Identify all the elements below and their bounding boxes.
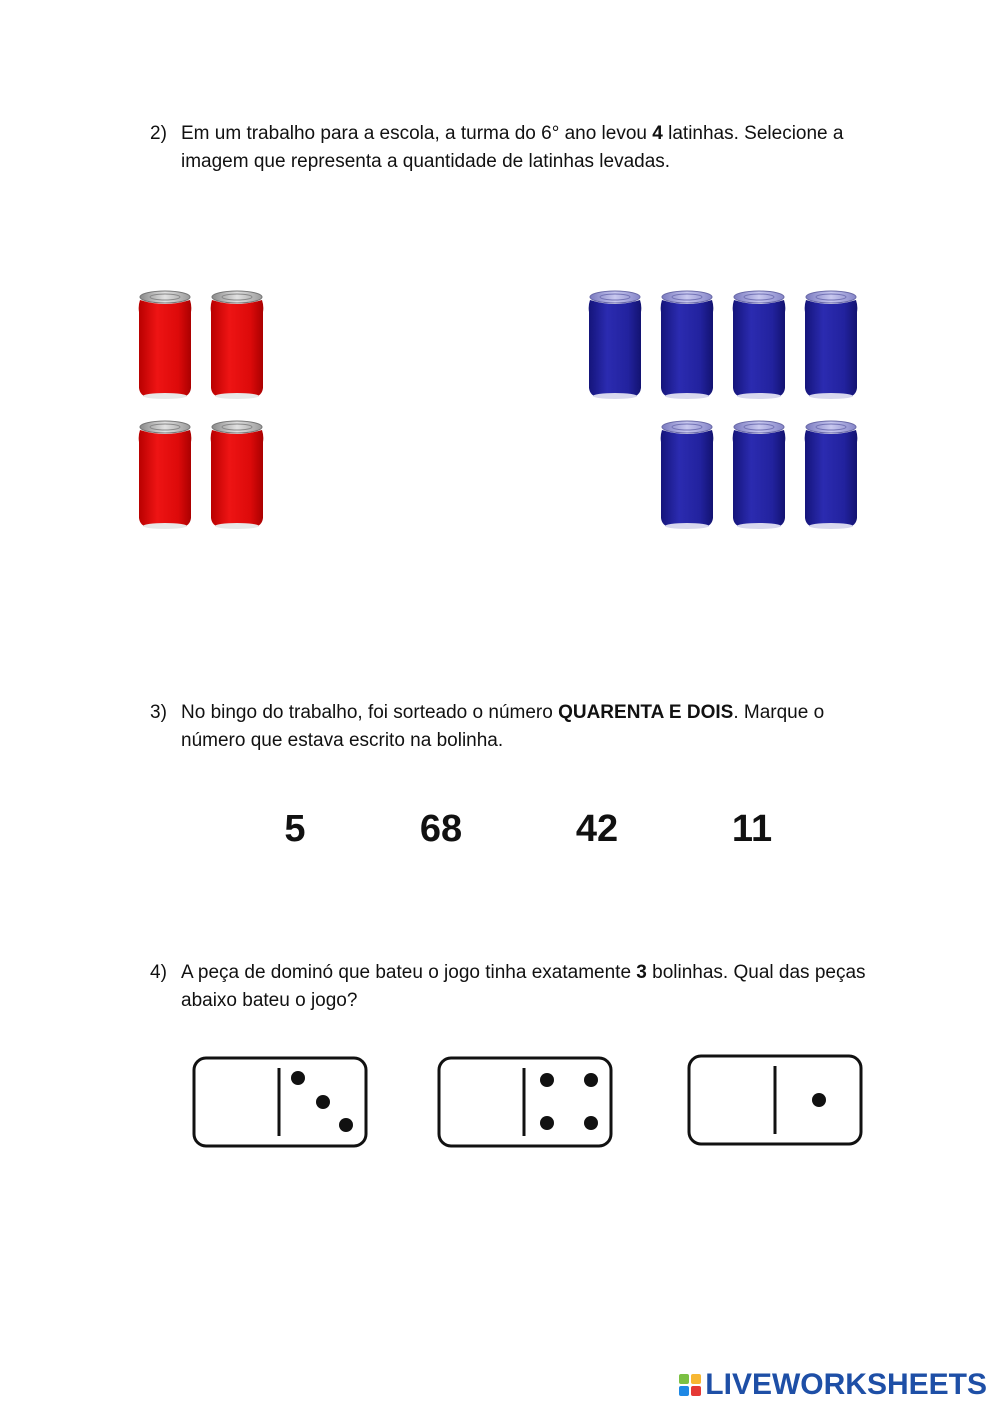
question-3 xyxy=(150,699,880,755)
domino-pip xyxy=(291,1071,305,1085)
domino-pip xyxy=(540,1073,554,1087)
red-can-icon xyxy=(208,288,266,400)
liveworksheets-wordmark: LIVEWORKSHEETS xyxy=(705,1368,987,1401)
domino-pip xyxy=(584,1073,598,1087)
blue-can-icon xyxy=(730,288,788,400)
question-2-number: 2) xyxy=(150,123,167,144)
domino-pip xyxy=(339,1118,353,1132)
domino-option-4-pips[interactable] xyxy=(437,1056,613,1148)
number-option-11[interactable]: 11 xyxy=(731,808,773,850)
question-2-text: Em um trabalho para a escola, a turma do 6° ano levou 4 latinhas. Selecione a imagem que representa a quantidade de latinhas levadas. xyxy=(181,123,844,172)
blue-can-icon xyxy=(586,288,644,400)
question-4 xyxy=(150,959,880,1015)
question-3-text: No bingo do trabalho, foi sorteado o número QUARENTA E DOIS. Marque o número que estava escrito na bolinha. xyxy=(181,702,825,751)
domino-pip xyxy=(584,1116,598,1130)
question-4-number: 4) xyxy=(150,962,167,983)
blue-can-icon xyxy=(802,418,860,530)
question-4-text: A peça de dominó que bateu o jogo tinha exatamente 3 bolinhas. Qual das peças abaixo bateu o jogo? xyxy=(181,962,866,1011)
red-can-icon xyxy=(136,288,194,400)
number-option-5[interactable]: 5 xyxy=(284,808,306,850)
domino-pip xyxy=(316,1095,330,1109)
blue-can-icon xyxy=(658,288,716,400)
blue-can-icon xyxy=(730,418,788,530)
question-2 xyxy=(150,120,880,176)
domino-pip xyxy=(540,1116,554,1130)
red-can-icon xyxy=(208,418,266,530)
liveworksheets-logo xyxy=(679,1368,987,1402)
domino-option-3-pips[interactable] xyxy=(192,1056,368,1148)
question-3-number: 3) xyxy=(150,702,167,723)
domino-pip xyxy=(812,1093,826,1107)
domino-option-1-pip[interactable] xyxy=(687,1054,863,1146)
blue-cans-option[interactable] xyxy=(580,283,870,535)
number-option-68[interactable]: 68 xyxy=(419,808,463,850)
blue-can-icon xyxy=(658,418,716,530)
number-option-42[interactable]: 42 xyxy=(575,808,619,850)
liveworksheets-mark-icon xyxy=(679,1374,701,1396)
blue-can-icon xyxy=(802,288,860,400)
red-can-icon xyxy=(136,418,194,530)
red-cans-option[interactable] xyxy=(130,283,275,535)
